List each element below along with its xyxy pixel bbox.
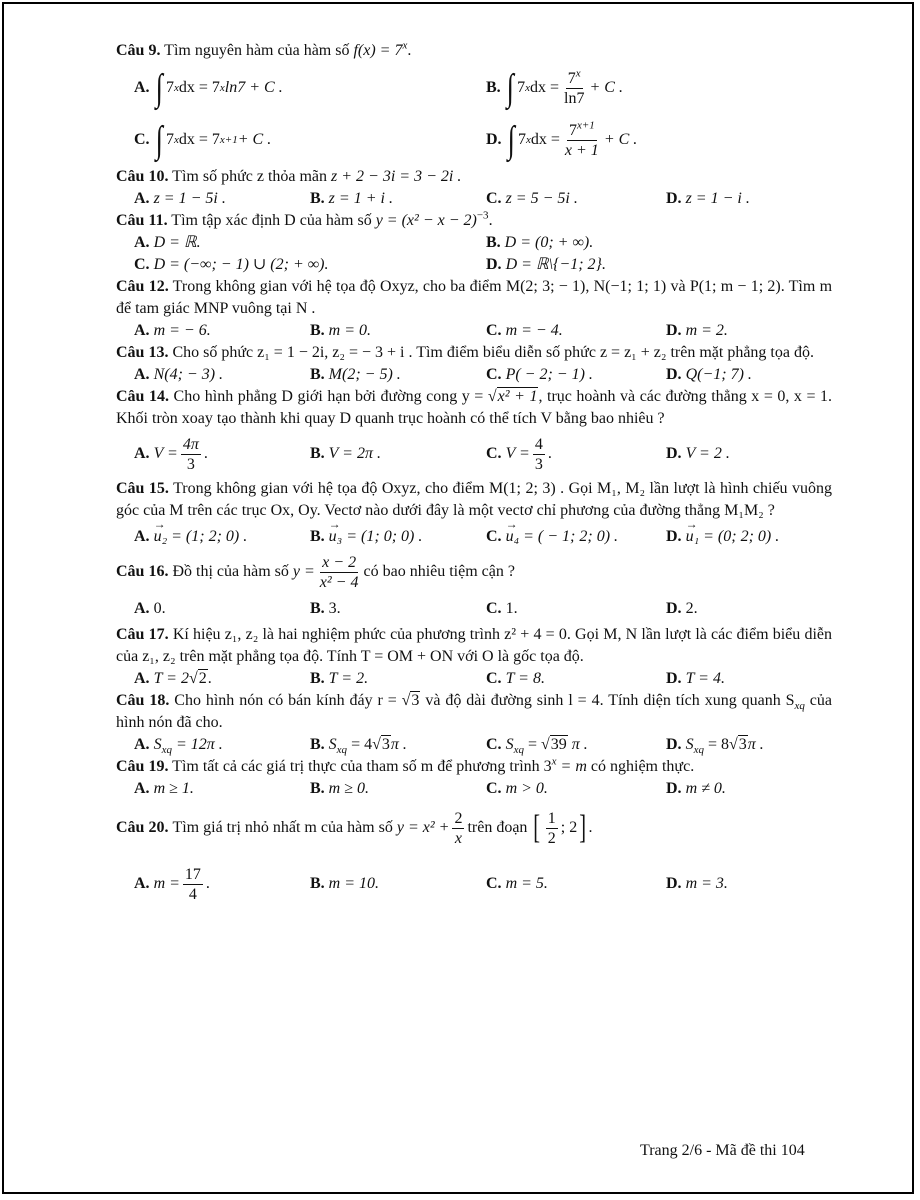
option-b[interactable]: B. m = 10. bbox=[310, 860, 379, 908]
option-text: z = 5 − 5i . bbox=[505, 190, 578, 207]
options-row bbox=[116, 232, 832, 254]
bracket-right-icon: ] bbox=[579, 809, 587, 846]
math: 3 bbox=[738, 736, 747, 753]
question-stem: và độ dài đường sinh l = 4. Tính diện tích xung quanh S bbox=[425, 692, 795, 709]
vector: → u₃ bbox=[329, 526, 343, 548]
math: . bbox=[547, 445, 552, 462]
math: xq bbox=[336, 744, 348, 757]
math: −3 bbox=[476, 209, 489, 222]
options-row bbox=[116, 860, 832, 908]
option-text: = (0; 2; 0) . bbox=[703, 528, 780, 545]
question-stem: Tìm tập xác định D của hàm số bbox=[171, 212, 372, 229]
option-label: C. bbox=[134, 131, 150, 148]
math: π . bbox=[390, 736, 407, 753]
math: V = bbox=[505, 445, 530, 462]
exam-page bbox=[2, 2, 914, 1194]
question-stem: Trong không gian với hệ tọa độ Oxyz, cho điểm M(1; 2; 3) . Gọi M₁, M₂ lần lượt là hình chiếu vuông góc của M trên các trục Ox, Oy. Vectơ nào dưới đây là một vectơ chỉ phương của đường thẳng M₁M₂ ? bbox=[116, 480, 833, 519]
option-text: m ≥ 1. bbox=[153, 780, 194, 797]
math: x + 1 bbox=[564, 141, 599, 159]
math: x² + 1 bbox=[497, 388, 538, 405]
options-row bbox=[116, 62, 832, 114]
math: . bbox=[205, 875, 210, 892]
option-text: T = 2. bbox=[328, 670, 369, 687]
math: f(x) = 7 bbox=[353, 42, 403, 59]
math: + C . bbox=[237, 131, 272, 148]
math: xq bbox=[693, 744, 704, 757]
math: 17 bbox=[184, 865, 201, 883]
options-row bbox=[116, 598, 832, 620]
vector: → u₁ bbox=[686, 526, 700, 548]
option-b[interactable]: B. ∫ 7 x dx = $\frac{7^x}{\ln 7}$ + C . bbox=[486, 67, 623, 109]
math: 2 bbox=[454, 809, 463, 827]
math: ln7 bbox=[564, 89, 585, 107]
math: dx = bbox=[529, 79, 560, 96]
math: 2 bbox=[547, 829, 556, 847]
bracket-left-icon: [ bbox=[533, 809, 541, 846]
option-text: D = ℝ\{−1; 2}. bbox=[505, 256, 606, 273]
math: = 4 bbox=[351, 736, 373, 753]
question-stem: Cho số phức z₁ = 1 − 2i, z₂ = − 3 + i . Tìm điểm biểu diễn số phức z = z₁ + z₂ trên mặt phẳng tọa độ. bbox=[172, 344, 814, 361]
option-text: m = − 4. bbox=[505, 322, 563, 339]
math: 7 bbox=[568, 121, 577, 139]
fraction bbox=[181, 435, 201, 474]
options-row bbox=[116, 188, 832, 210]
math: x² − 4 bbox=[319, 573, 359, 591]
math: + C . bbox=[603, 131, 638, 148]
math: xq bbox=[161, 744, 172, 757]
option-b[interactable]: B. z = 1 + i . bbox=[310, 190, 393, 207]
question-18: Câu 18. Cho hình nón có bán kính đáy r = √3 và độ dài đường sinh l = 4. Tính diện tích xung quanh $S_{xq}$ của hình nón đã cho. bbox=[116, 692, 832, 731]
question-10 bbox=[116, 166, 832, 188]
option-b[interactable]: B. T = 2. bbox=[310, 670, 369, 687]
question-9: Câu 9. Tìm nguyên hàm của hàm số $f(x) = 7^x$. bbox=[116, 39, 412, 59]
option-label: B. bbox=[486, 79, 501, 96]
option-d[interactable]: D.→ u₁ = (0; 2; 0) . bbox=[666, 526, 779, 548]
option-text: 2. bbox=[685, 600, 698, 617]
integral-icon: ∫ bbox=[506, 67, 514, 109]
option-text: 3. bbox=[328, 600, 341, 617]
math: xq bbox=[513, 744, 524, 757]
option-a[interactable]: A. m = − 6. bbox=[134, 322, 211, 339]
option-text: m > 0. bbox=[505, 780, 548, 797]
math: V = bbox=[153, 445, 178, 462]
math: = 8 bbox=[707, 736, 729, 753]
math: y = (x² − x − 2) bbox=[375, 212, 477, 229]
question-stem: Trong không gian với hệ tọa độ Oxyz, cho ba điểm M(2; 3; − 1), N(−1; 1; 1) và P(1; m − 1; 2). Tìm m để tam giác MNP vuông tại N . bbox=[116, 278, 833, 317]
vector: → u₄ bbox=[506, 526, 520, 548]
question-14: Câu 14. Cho hình phẳng D giới hạn bởi đường cong y = √x² + 1, trục hoành và các đường thẳng x = 0, x = 1. Khối tròn xoay tạo thành khi quay D quanh trục hoành có thể tích V bằng bao nhiêu ? bbox=[116, 388, 833, 427]
question-stem: của hình nón đã cho. bbox=[116, 692, 832, 731]
question-stem: Đồ thị của hàm số bbox=[172, 563, 289, 580]
option-b[interactable]: B. 3. bbox=[310, 600, 341, 617]
option-d[interactable]: D. 2. bbox=[666, 600, 698, 617]
math: S bbox=[505, 736, 514, 753]
option-text: T = 8. bbox=[505, 670, 545, 687]
math: x bbox=[454, 829, 462, 847]
option-text: Q(−1; 7) . bbox=[685, 366, 752, 383]
question-stem: có nghiệm thực. bbox=[590, 758, 695, 775]
option-text: m = 0. bbox=[328, 322, 372, 339]
fraction bbox=[562, 69, 586, 108]
math: S bbox=[685, 736, 694, 753]
question-stem: Cho hình phẳng D giới hạn bởi đường cong y = bbox=[173, 388, 484, 405]
math: 3 bbox=[543, 758, 552, 775]
option-d[interactable]: D. V = 2 . bbox=[666, 430, 730, 478]
question-label: Câu 11. bbox=[116, 212, 168, 229]
option-text: = 12π . bbox=[175, 736, 223, 753]
math: dx = bbox=[530, 131, 560, 148]
option-d[interactable]: D. $S_{xq} = 8√3\pi$ . bbox=[666, 736, 764, 757]
option-text: D = (0; + ∞). bbox=[504, 234, 594, 251]
option-a[interactable]: A. V = $\frac{4\pi}{3}$ . bbox=[134, 435, 208, 473]
math: y = bbox=[292, 563, 315, 580]
option-text: = (1; 2; 0) . bbox=[171, 528, 248, 545]
option-a[interactable]: A. m = $\frac{17}{4}$ . bbox=[134, 865, 210, 903]
option-b[interactable]: B. $S_{xq} = 4√3\pi$ . bbox=[310, 736, 407, 757]
option-text: 1. bbox=[505, 600, 518, 617]
fraction bbox=[452, 809, 464, 848]
option-text: D = ℝ. bbox=[153, 234, 201, 251]
option-label: A. bbox=[134, 79, 150, 96]
question-19 bbox=[116, 756, 832, 778]
options-row bbox=[116, 364, 832, 386]
page-footer: Trang 2/6 - Mã đề thi 104 bbox=[640, 1142, 805, 1159]
math: z + 2 − 3i = 3 − 2i . bbox=[331, 168, 462, 185]
option-a[interactable]: A. N(4; − 3) . bbox=[134, 366, 224, 383]
question-20 bbox=[116, 804, 832, 852]
question-label: Câu 19. bbox=[116, 758, 169, 775]
option-a[interactable]: A. z = 1 − 5i . bbox=[134, 190, 226, 207]
question-17 bbox=[116, 624, 832, 668]
question-stem: Tìm số phức z thỏa mãn bbox=[172, 168, 328, 185]
math: 7 bbox=[165, 79, 174, 96]
option-text: m = 2. bbox=[685, 322, 728, 339]
options-row bbox=[116, 778, 832, 800]
options-row bbox=[116, 114, 832, 166]
math: 4 bbox=[188, 885, 197, 903]
option-c[interactable]: C. m = 5. bbox=[486, 860, 548, 908]
options-row bbox=[116, 526, 832, 548]
math: xq bbox=[794, 700, 805, 713]
option-text: z = 1 − i . bbox=[685, 190, 750, 207]
option-c[interactable]: C. V = $\frac{4}{3}$ . bbox=[486, 435, 552, 473]
option-a[interactable]: A. D = ℝ. bbox=[134, 234, 201, 251]
option-text: m = 3. bbox=[685, 875, 728, 892]
option-text: m = 10. bbox=[328, 875, 380, 892]
question-stem: Kí hiệu z₁, z₂ là hai nghiệm phức của phương trình z² + 4 = 0. Gọi M, N lần lượt là các điểm biểu diễn của z₁, z₂ trên mặt phẳng tọa độ. Tính T = OM + ON với O là gốc tọa độ. bbox=[116, 626, 832, 665]
integral-icon: ∫ bbox=[507, 119, 515, 161]
math: . bbox=[207, 670, 212, 687]
options-row bbox=[116, 734, 832, 756]
question-label: Câu 18. bbox=[116, 692, 170, 709]
question-stem: trên đoạn bbox=[467, 819, 528, 836]
option-text: z = 1 + i . bbox=[328, 190, 393, 207]
option-text: P( − 2; − 1) . bbox=[505, 366, 593, 383]
option-text: M(2; − 5) . bbox=[328, 366, 401, 383]
option-c[interactable]: C. m > 0. bbox=[486, 780, 548, 797]
option-d[interactable]: D. m ≠ 0. bbox=[666, 780, 726, 797]
math: x+1 bbox=[576, 119, 595, 132]
math: ln7 + C . bbox=[224, 79, 283, 96]
math: . bbox=[203, 445, 208, 462]
option-d[interactable]: D. D = ℝ\{−1; 2}. bbox=[486, 256, 606, 273]
question-16 bbox=[116, 548, 832, 596]
option-text: N(4; − 3) . bbox=[153, 366, 224, 383]
question-15 bbox=[116, 478, 832, 522]
math: π . bbox=[747, 736, 764, 753]
question-label: Câu 9. bbox=[116, 42, 161, 59]
question-label: Câu 20. bbox=[116, 819, 169, 836]
math: x bbox=[402, 39, 408, 52]
options-row bbox=[116, 254, 832, 276]
question-stem-row bbox=[116, 548, 515, 596]
question-label: Câu 12. bbox=[116, 278, 169, 295]
math: . bbox=[488, 212, 493, 229]
integral-icon: ∫ bbox=[155, 67, 163, 109]
math: 7 bbox=[517, 131, 526, 148]
fraction bbox=[546, 809, 558, 848]
option-text: = (1; 0; 0) . bbox=[346, 528, 423, 545]
question-13 bbox=[116, 342, 832, 364]
fraction bbox=[183, 865, 203, 904]
option-d[interactable]: D. m = 3. bbox=[666, 860, 728, 908]
option-b[interactable]: B. D = (0; + ∞). bbox=[486, 234, 594, 251]
question-stem: có bao nhiêu tiệm cận ? bbox=[363, 563, 515, 580]
question-11 bbox=[116, 210, 832, 232]
option-a[interactable]: A. 0. bbox=[134, 600, 166, 617]
option-b[interactable]: B. V = 2π . bbox=[310, 430, 381, 478]
question-stem: , trục hoành và các đường thẳng x = 0, x = 1. Khối tròn xoay tạo thành khi quay D quanh trục hoành có thể tích V bằng bao nhiêu ? bbox=[116, 388, 833, 427]
math: 3 bbox=[381, 736, 390, 753]
option-c[interactable]: C. z = 5 − 5i . bbox=[486, 190, 578, 207]
question-stem: Cho hình nón có bán kính đáy r = bbox=[174, 692, 397, 709]
questions bbox=[116, 40, 832, 908]
question-label: Câu 15. bbox=[116, 480, 169, 497]
question-stem-row: Câu 20. Tìm giá trị nhỏ nhất m của hàm số y = x² + $\frac{2}{x}$ trên đoạn [ $\frac{1}{2}$ ; 2 ] . bbox=[116, 809, 593, 847]
math: dx = 7 bbox=[178, 79, 220, 96]
fraction bbox=[563, 121, 601, 160]
math: 7 bbox=[567, 69, 576, 87]
option-d[interactable]: D. T = 4. bbox=[666, 670, 725, 687]
options-row bbox=[116, 430, 832, 478]
math: S bbox=[328, 736, 337, 753]
math: 4π bbox=[182, 435, 199, 453]
math: 1 bbox=[547, 809, 556, 827]
question-label: Câu 13. bbox=[116, 344, 169, 361]
option-c[interactable]: C. m = − 4. bbox=[486, 322, 563, 339]
option-text: m = − 6. bbox=[153, 322, 211, 339]
option-d[interactable]: D. Q(−1; 7) . bbox=[666, 366, 752, 383]
math: 3 bbox=[534, 455, 543, 473]
math: S bbox=[153, 736, 162, 753]
math: 3 bbox=[411, 692, 420, 709]
math: dx = 7 bbox=[178, 131, 220, 148]
option-a[interactable]: A. T = 2√2. bbox=[134, 670, 212, 687]
math: + C . bbox=[589, 79, 623, 96]
option-d[interactable]: D. z = 1 − i . bbox=[666, 190, 750, 207]
question-label: Câu 16. bbox=[116, 563, 169, 580]
option-text: V = 2π . bbox=[328, 445, 381, 462]
option-c[interactable]: C.→ u₄ = ( − 1; 2; 0) . bbox=[486, 526, 618, 548]
question-label: Câu 10. bbox=[116, 168, 169, 185]
question-stem: Tìm nguyên hàm của hàm số bbox=[164, 42, 350, 59]
question-stem: Tìm giá trị nhỏ nhất m của hàm số bbox=[172, 819, 393, 836]
math: 4 bbox=[534, 435, 543, 453]
math: 7 bbox=[165, 131, 174, 148]
option-c[interactable]: C. $S_{xq} = √39$ π . bbox=[486, 736, 588, 757]
math: = bbox=[527, 736, 537, 753]
option-d[interactable]: D. m = 2. bbox=[666, 322, 728, 339]
vector: → u₂ bbox=[154, 526, 168, 548]
option-c[interactable]: C. 1. bbox=[486, 600, 518, 617]
option-text: m ≠ 0. bbox=[685, 780, 726, 797]
math: m = bbox=[153, 875, 180, 892]
option-a[interactable]: A.→ u₂ = (1; 2; 0) . bbox=[134, 526, 247, 548]
option-a[interactable]: A. m ≥ 1. bbox=[134, 780, 194, 797]
option-text: m ≥ 0. bbox=[328, 780, 370, 797]
question-label: Câu 17. bbox=[116, 626, 169, 643]
option-text: D = (−∞; − 1) ∪ (2; + ∞). bbox=[153, 256, 329, 273]
options-row bbox=[116, 668, 832, 690]
option-text: = ( − 1; 2; 0) . bbox=[523, 528, 619, 545]
option-c[interactable]: C. P( − 2; − 1) . bbox=[486, 366, 593, 383]
option-d[interactable]: D. ∫ 7 x dx = $\frac{7^{x+1}}{x + 1}$ + C . bbox=[486, 119, 638, 161]
option-b[interactable]: B. M(2; − 5) . bbox=[310, 366, 401, 383]
option-a[interactable]: A. ∫ 7 x dx = 7 x ln7 + C . bbox=[134, 67, 283, 109]
math: y = x² + bbox=[396, 819, 450, 836]
math: 7 bbox=[517, 79, 526, 96]
option-text: z = 1 − 5i . bbox=[153, 190, 226, 207]
fraction bbox=[318, 553, 361, 592]
option-b[interactable]: B. m = 0. bbox=[310, 322, 372, 339]
option-label: D. bbox=[486, 131, 502, 148]
option-b[interactable]: B.→ u₃ = (1; 0; 0) . bbox=[310, 526, 422, 548]
fraction bbox=[533, 435, 545, 474]
question-label: Câu 14. bbox=[116, 388, 169, 405]
option-c[interactable]: C. ∫ 7 x dx = 7 x+1 + C . bbox=[134, 119, 272, 161]
math: 39 bbox=[550, 736, 567, 753]
option-b[interactable]: B. m ≥ 0. bbox=[310, 780, 370, 797]
math: x bbox=[575, 67, 581, 80]
math: x bbox=[551, 755, 557, 768]
options-row bbox=[116, 320, 832, 342]
integral-icon: ∫ bbox=[155, 119, 163, 161]
option-a[interactable]: A. $S_{xq} = 12\pi$ . bbox=[134, 736, 223, 757]
math: π . bbox=[571, 736, 588, 753]
math: T = 2 bbox=[153, 670, 189, 687]
option-text: 0. bbox=[153, 600, 166, 617]
option-text: V = 2 . bbox=[685, 445, 730, 462]
option-c[interactable]: C. T = 8. bbox=[486, 670, 545, 687]
question-12 bbox=[116, 276, 832, 320]
math: = m bbox=[560, 758, 587, 775]
math: ; 2 bbox=[560, 819, 578, 836]
math: 3 bbox=[186, 455, 195, 473]
question-stem: Tìm tất cả các giá trị thực của tham số m để phương trình bbox=[172, 758, 540, 775]
math: 2 bbox=[198, 670, 207, 687]
option-text: m = 5. bbox=[505, 875, 548, 892]
math: x − 2 bbox=[322, 553, 357, 571]
option-c[interactable]: C. D = (−∞; − 1) ∪ (2; + ∞). bbox=[134, 256, 329, 273]
option-text: T = 4. bbox=[685, 670, 725, 687]
